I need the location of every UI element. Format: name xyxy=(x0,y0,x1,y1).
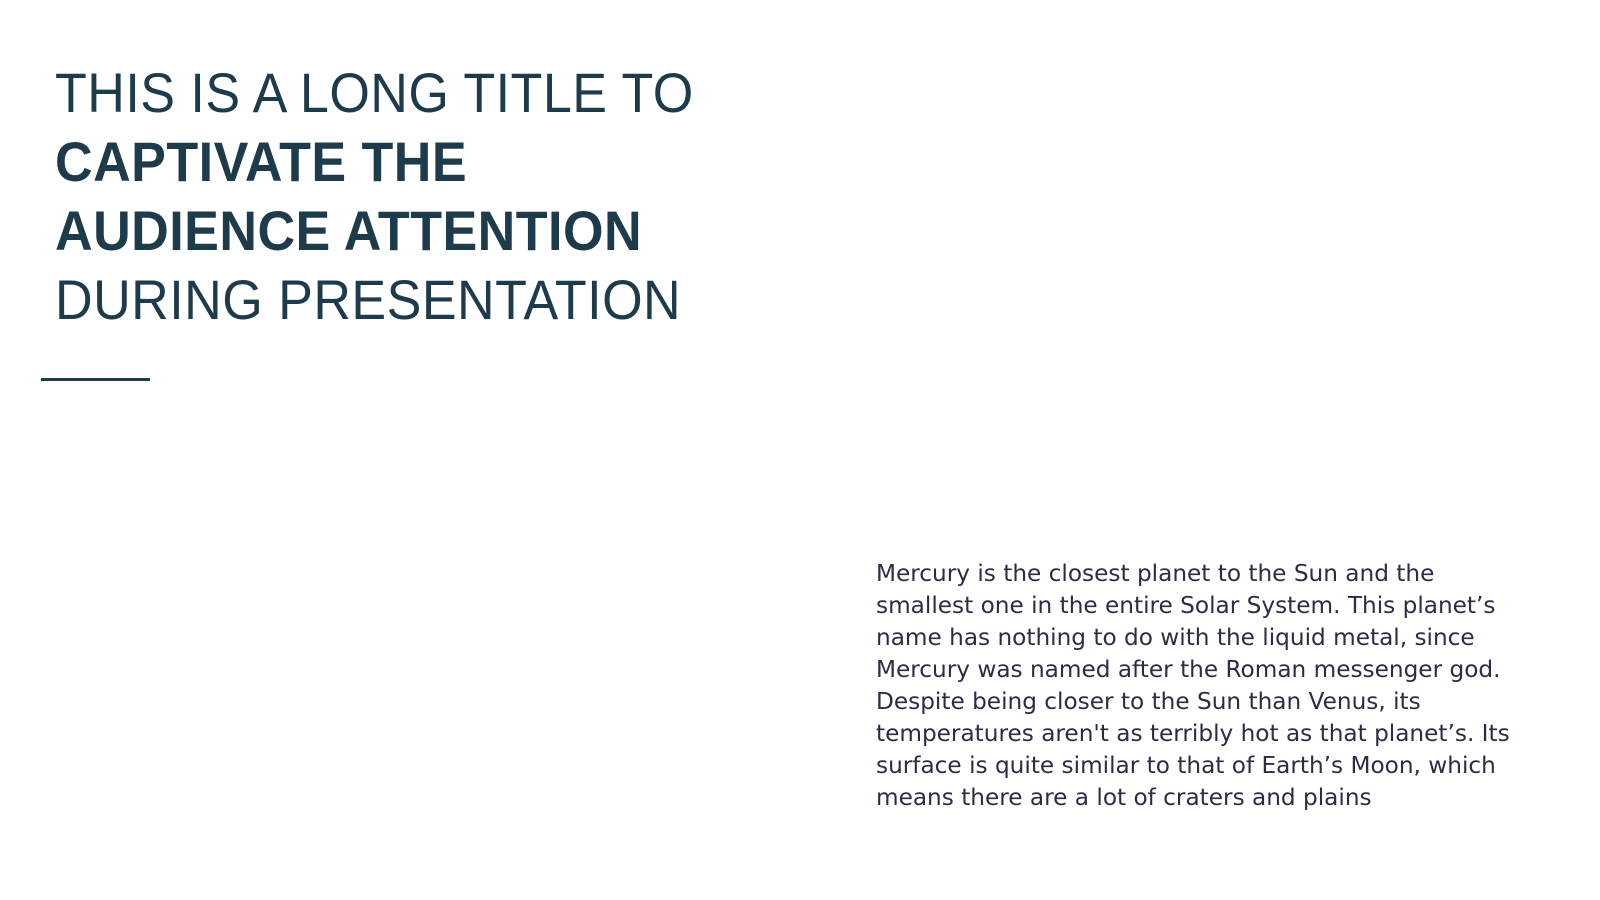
body-line: smallest one in the entire Solar System. This planet’s xyxy=(876,592,1496,619)
body-line: means there are a lot of craters and plains xyxy=(876,784,1372,811)
title-line-3: AUDIENCE ATTENTION xyxy=(55,199,643,262)
slide-title xyxy=(55,58,725,334)
title-divider xyxy=(41,378,150,381)
body-line: Mercury was named after the Roman messenger god. xyxy=(876,656,1501,683)
body-line: name has nothing to do with the liquid metal, since xyxy=(876,624,1475,651)
title-line-4: DURING PRESENTATION xyxy=(55,268,682,331)
body-line: Mercury is the closest planet to the Sun and the xyxy=(876,560,1435,587)
body-line: surface is quite similar to that of Earth’s Moon, which xyxy=(876,752,1496,779)
title-line-2: CAPTIVATE THE xyxy=(55,130,468,193)
title-line-1: THIS IS A LONG TITLE TO xyxy=(55,61,694,124)
body-line: temperatures aren't as terribly hot as that planet’s. Its xyxy=(876,720,1510,747)
body-paragraph xyxy=(876,558,1566,814)
body-line: Despite being closer to the Sun than Venus, its xyxy=(876,688,1421,715)
